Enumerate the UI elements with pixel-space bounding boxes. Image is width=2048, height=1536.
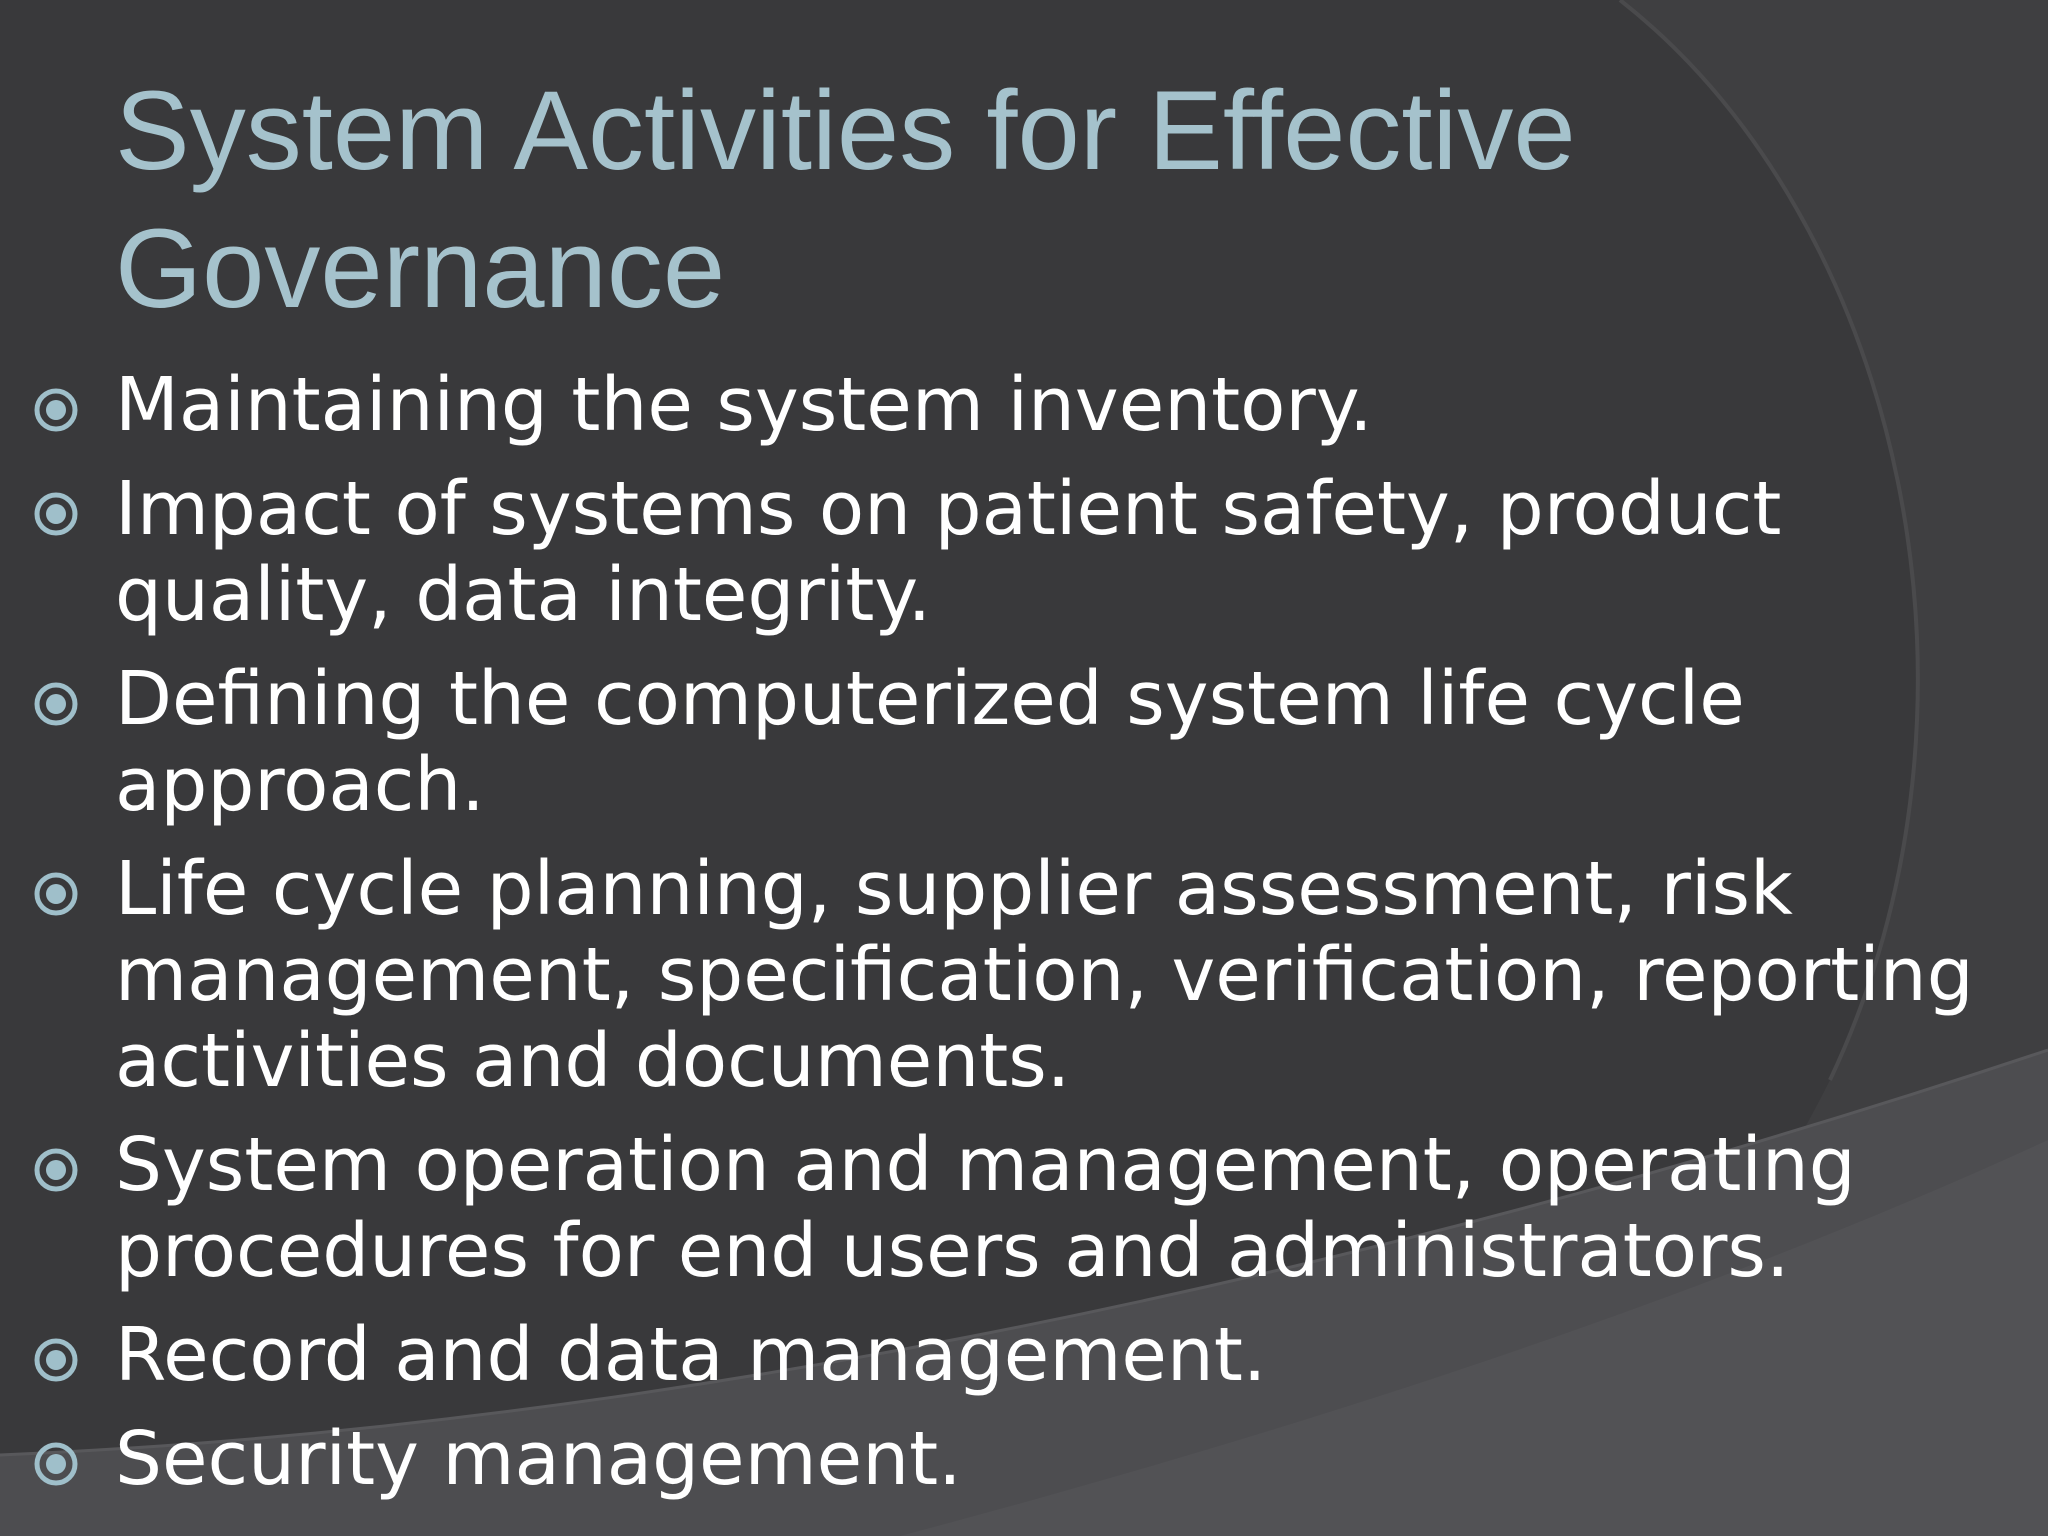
circled-dot-icon: [32, 1146, 80, 1194]
bullet-item: [0, 362, 2000, 448]
slide-title: System Activities for Effective Governance: [115, 68, 1576, 331]
bullet-item: [0, 1312, 2000, 1398]
bullet-text: Defining the computerized system life cycle approach.: [115, 656, 1745, 828]
bullet-item: [0, 1416, 2000, 1502]
circled-dot-icon: [32, 1440, 80, 1488]
bullet-item: [0, 1122, 2000, 1294]
circled-dot-icon: [32, 1336, 80, 1384]
bullet-text: Security management.: [115, 1416, 962, 1502]
circled-dot-icon: [32, 870, 80, 918]
bullet-item: [0, 846, 2000, 1104]
bullet-item: [0, 466, 2000, 638]
bullet-text: Impact of systems on patient safety, product quality, data integrity.: [115, 466, 1782, 638]
bullet-text: Life cycle planning, supplier assessment, risk management, specification, verification, reporting activities and documents.: [115, 846, 1974, 1104]
bullet-text: System operation and management, operating procedures for end users and administrators.: [115, 1122, 1856, 1294]
circled-dot-icon: [32, 680, 80, 728]
circled-dot-icon: [32, 490, 80, 538]
bullet-text: Record and data management.: [115, 1312, 1267, 1398]
bullet-list: [0, 362, 2000, 1520]
bullet-item: [0, 656, 2000, 828]
circled-dot-icon: [32, 386, 80, 434]
bullet-text: Maintaining the system inventory.: [115, 362, 1373, 448]
